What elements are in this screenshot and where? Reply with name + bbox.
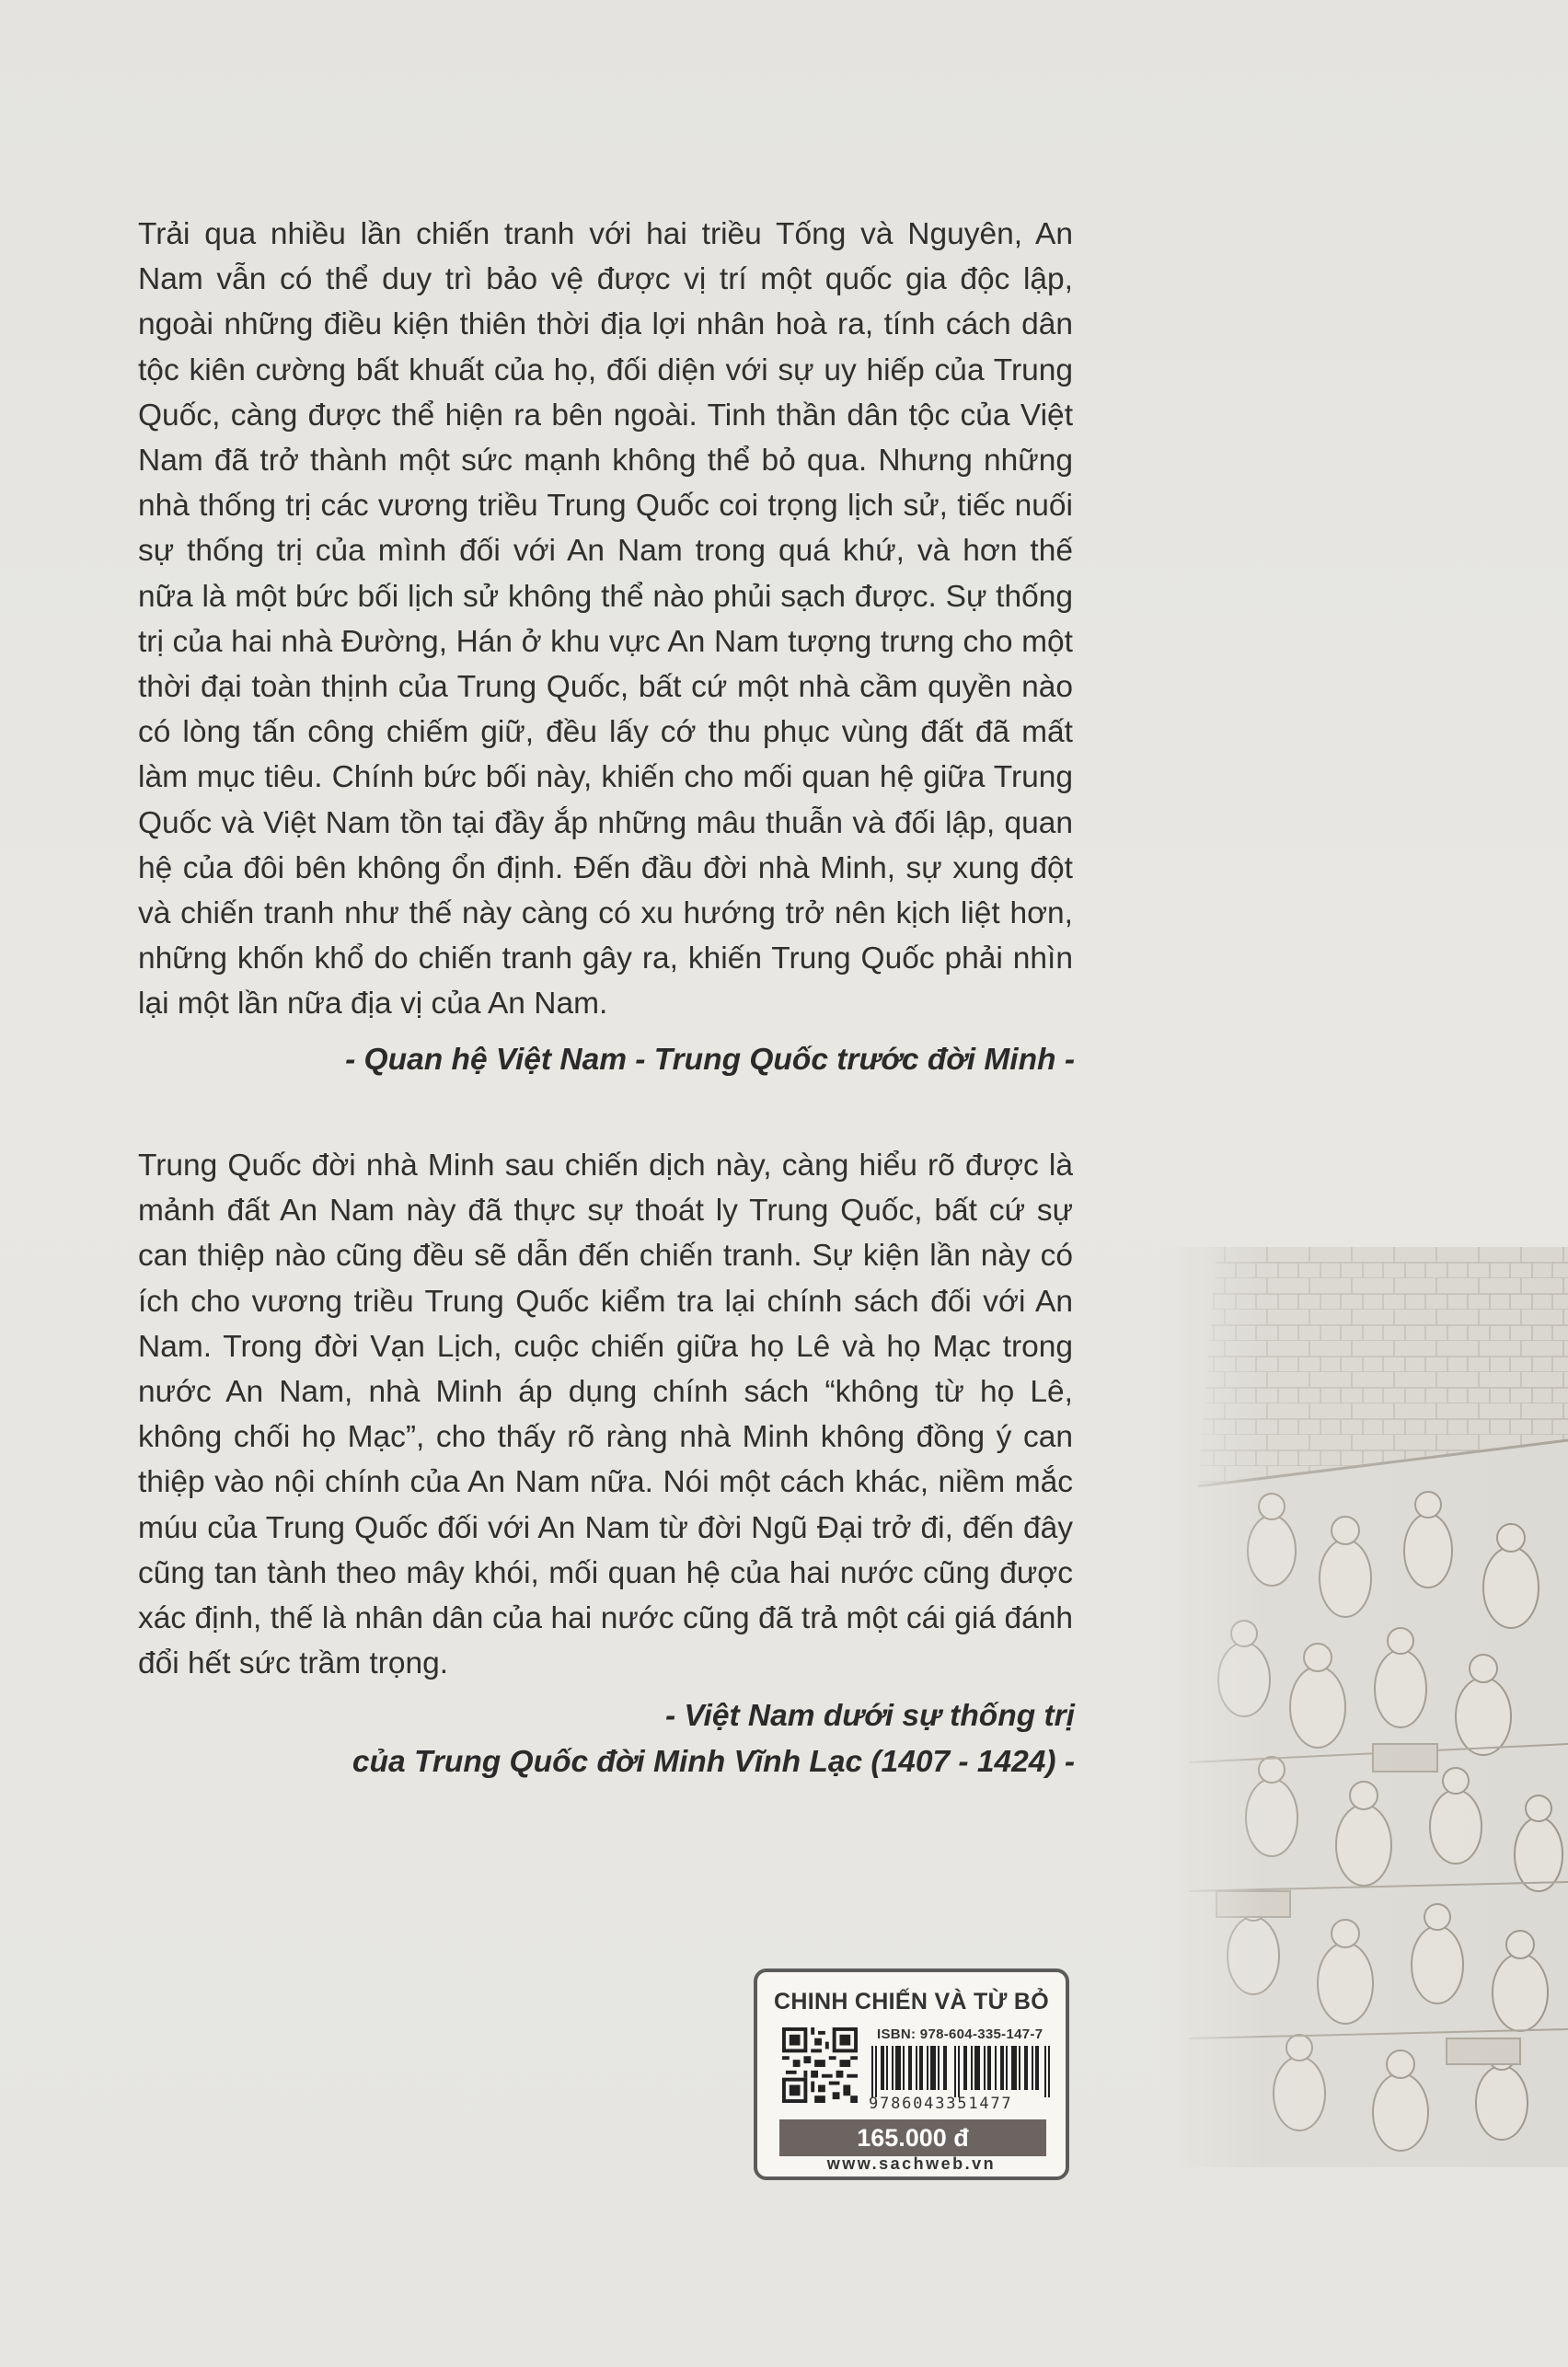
barcode-number: 9786043351477: [869, 2095, 1013, 2113]
historical-scene-illustration: [1161, 1247, 1568, 2167]
passage-2-source-line-1: - Việt Nam dưới sự thống trị: [664, 1699, 1075, 1733]
price-label: 165.000 đ: [779, 2119, 1046, 2156]
passage-2-source: [352, 1693, 1075, 1785]
passage-1-source: - Quan hệ Việt Nam - Trung Quốc trước đời Minh -: [345, 1043, 1075, 1077]
passage-2-text: Trung Quốc đời nhà Minh sau chiến dịch này, càng hiểu rõ được là mảnh đất An Nam này đã thực sự thoát ly Trung Quốc, bất cứ sự can thiệp nào cũng đều sẽ dẫn đến chiến tranh. Sự kiện lần này có ích cho vương triều Trung Quốc kiểm tra lại chính sách đối với An Nam. Trong đời Vạn Lịch, cuộc chiến giữa họ Lê và họ Mạc trong nước An Nam, nhà Minh áp dụng chính sách “không từ họ Lê, không chối họ Mạc”, cho thấy rõ ràng nhà Minh không đồng ý can thiệp vào nội chính của An Nam nữa. Nói một cách khác, niềm mắc múu của Trung Quốc đối với An Nam từ đời Ngũ Đại trở đi, đến đây cũng tan tành theo mây khói, mối quan hệ của hai nước cũng được xác định, thế là nhân dân của hai nước cũng đã trả một cái giá đánh đổi hết sức trầm trọng.: [138, 1149, 1073, 1681]
qr-code-icon: [782, 2027, 858, 2103]
isbn-number: ISBN: 978-604-335-147-7: [877, 2026, 1043, 2042]
passage-1-text: Trải qua nhiều lần chiến tranh với hai triều Tống và Nguyên, An Nam vẫn có thể duy trì bảo vệ được vị trí một quốc gia độc lập, ngoài những điều kiện thiên thời địa lợi nhân hoà ra, tính cách dân tộc kiên cường bất khuất của họ, đối diện với sự uy hiếp của Trung Quốc, càng được thể hiện ra bên ngoài. Tinh thần dân tộc của Việt Nam đã trở thành một sức mạnh không thể bỏ qua. Nhưng những nhà thống trị các vương triều Trung Quốc coi trọng lịch sử, tiếc nuối sự thống trị của mình đối với An Nam trong quá khứ, và hơn thế nữa là một bức bối lịch sử không thể nào phủi sạch được. Sự thống trị của hai nhà Đường, Hán ở khu vực An Nam tượng trưng cho một thời đại toàn thịnh của Trung Quốc, bất cứ một nhà cầm quyền nào có lòng tấn công chiếm giữ, đều lấy cớ thu phục vùng đất đã mất làm mục tiêu. Chính bức bối này, khiến cho mối quan hệ giữa Trung Quốc và Việt Nam tồn tại đầy ắp những mâu thuẫn và đối lập, quan hệ của đôi bên không ổn định. Đến đầu đời nhà Minh, sự xung đột và chiến tranh như thế này càng có xu hướng trở nên kịch liệt hơn, những khốn khổ do chiến tranh gây ra, khiến Trung Quốc phải nhìn lại một lần nữa địa vị của An Nam.: [138, 217, 1073, 1022]
passage-2-source-line-2: của Trung Quốc đời Minh Vĩnh Lạc (1407 - 1424) -: [352, 1745, 1075, 1779]
price-info-box: [754, 1969, 1069, 2180]
publisher-website: www.sachweb.vn: [826, 2154, 997, 2173]
barcode-icon: [871, 2046, 1052, 2097]
book-title: CHINH CHIẾN VÀ TỪ BỎ: [774, 1989, 1049, 2015]
